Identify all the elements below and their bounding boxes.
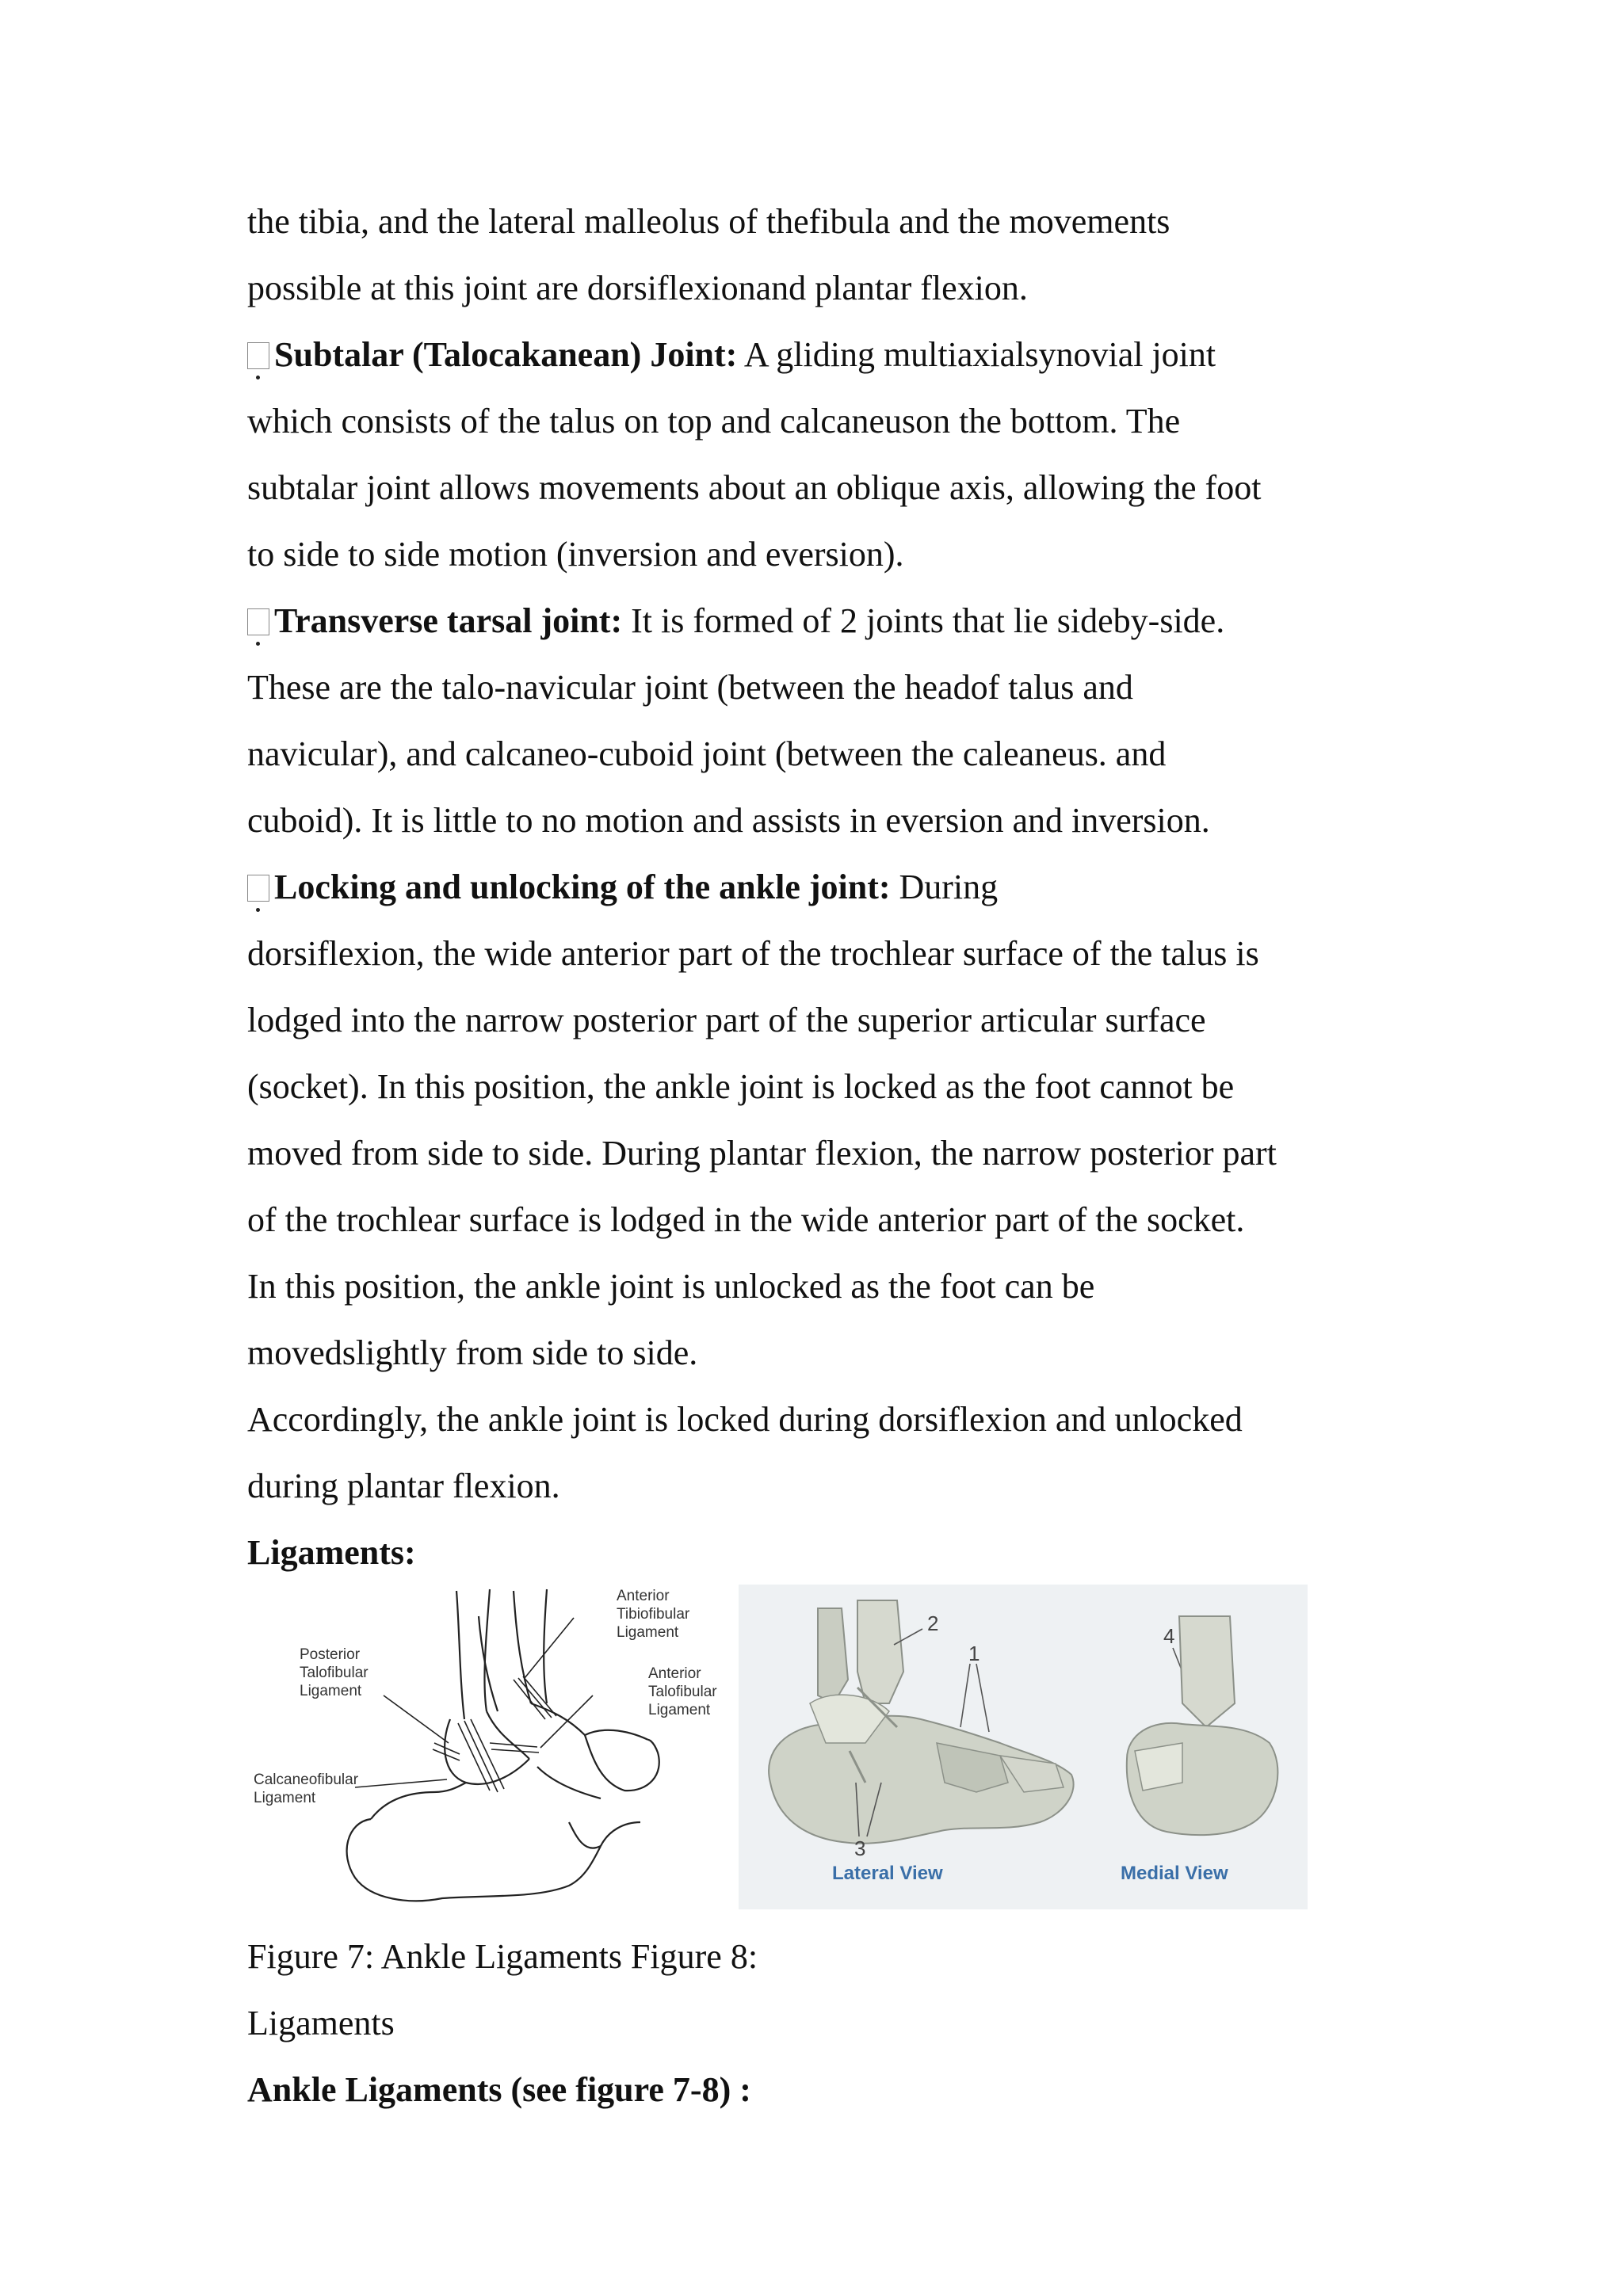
text-line xyxy=(247,1187,1244,1253)
text-line xyxy=(247,388,1180,455)
label-anterior-talofibular: Anterior Talofibular Ligament xyxy=(648,1665,717,1718)
ankle-ligaments-heading: Ankle Ligaments (see figure 7-8) : xyxy=(247,2070,751,2109)
text-span: possible at this joint are dorsiflexionand plantar flexion. xyxy=(247,269,1028,307)
text-span: moved from side to side. During plantar flexion, the narrow posterior part xyxy=(247,1134,1277,1173)
figure-caption-line xyxy=(247,1924,758,1990)
text-line xyxy=(247,1054,1234,1120)
text-span: to side to side motion (inversion and eversion). xyxy=(247,535,904,574)
text-span: During xyxy=(890,868,999,906)
text-line xyxy=(247,1320,697,1386)
figure7-ankle-ligaments-drawing xyxy=(252,1585,737,1909)
text-span: These are the talo-navicular joint (between the headof talus and xyxy=(247,668,1133,707)
bullet-icon xyxy=(247,342,269,369)
text-span: during plantar flexion. xyxy=(247,1466,560,1505)
label-posterior-talofibular: Posterior Talofibular Ligament xyxy=(300,1646,369,1699)
text-line xyxy=(247,255,1028,322)
text-span: Accordingly, the ankle joint is locked during dorsiflexion and unlocked xyxy=(247,1400,1243,1439)
text-span: dorsiflexion, the wide anterior part of the trochlear surface of the talus is xyxy=(247,934,1259,973)
text-line xyxy=(247,1253,1094,1320)
text-span: which consists of the talus on top and calcaneuson the bottom. The xyxy=(247,402,1181,441)
figure-caption: Ligaments xyxy=(247,2004,395,2042)
subtalar-heading-line xyxy=(247,322,1216,388)
bullet-icon xyxy=(247,875,269,902)
figure8-ankle-views xyxy=(739,1585,1308,1909)
lateral-view-label: Lateral View xyxy=(832,1863,943,1884)
text-line xyxy=(247,1120,1277,1187)
ligaments-heading-line xyxy=(247,1520,416,1586)
text-line xyxy=(247,455,1261,521)
text-span: lodged into the narrow posterior part of the superior articular surface xyxy=(247,1001,1206,1039)
text-line xyxy=(247,1386,1243,1453)
text-line xyxy=(247,921,1259,987)
text-span: A gliding multiaxialsynovial joint xyxy=(737,335,1216,374)
figure-caption: Figure 7: Ankle Ligaments Figure 8: xyxy=(247,1937,758,1976)
text-span: cuboid). It is little to no motion and assists in eversion and inversion. xyxy=(247,801,1210,840)
transverse-heading: Transverse tarsal joint: xyxy=(274,601,623,640)
text-line xyxy=(247,987,1206,1054)
text-span: It is formed of 2 joints that lie sideby-side. xyxy=(622,601,1225,640)
marker-4: 4 xyxy=(1163,1624,1175,1648)
subtalar-heading: Subtalar (Talocakanean) Joint: xyxy=(274,335,738,374)
text-span: movedslightly from side to side. xyxy=(247,1333,698,1372)
marker-3: 3 xyxy=(854,1836,866,1860)
text-line xyxy=(247,189,1170,255)
text-span: (socket). In this position, the ankle joint is locked as the foot cannot be xyxy=(247,1067,1235,1106)
label-calcaneofibular: Calcaneofibular Ligament xyxy=(254,1772,359,1806)
text-line xyxy=(247,1453,560,1520)
text-line xyxy=(247,788,1210,854)
text-span: navicular), and calcaneo-cuboid joint (between the caleaneus. and xyxy=(247,734,1167,773)
locking-heading-line xyxy=(247,854,998,921)
ankle-ligaments-heading-line xyxy=(247,2057,751,2123)
bullet-icon xyxy=(247,608,269,635)
text-span: subtalar joint allows movements about an oblique axis, allowing the foot xyxy=(247,468,1262,507)
figure-caption-line xyxy=(247,1990,395,2057)
text-span: In this position, the ankle joint is unlocked as the foot can be xyxy=(247,1267,1095,1306)
ligaments-heading: Ligaments: xyxy=(247,1533,416,1572)
marker-1: 1 xyxy=(968,1642,980,1665)
transverse-heading-line xyxy=(247,588,1224,654)
label-anterior-tibiofibular: Anterior Tibiofibular Ligament xyxy=(617,1588,690,1641)
text-line xyxy=(247,654,1133,721)
text-span: of the trochlear surface is lodged in the wide anterior part of the socket. xyxy=(247,1200,1245,1239)
text-line xyxy=(247,521,904,588)
marker-2: 2 xyxy=(927,1611,939,1635)
text-line xyxy=(247,721,1166,788)
medial-view-label: Medial View xyxy=(1121,1863,1228,1884)
locking-heading: Locking and unlocking of the ankle joint: xyxy=(274,868,891,906)
text-span: the tibia, and the lateral malleolus of thefibula and the movements xyxy=(247,202,1170,241)
